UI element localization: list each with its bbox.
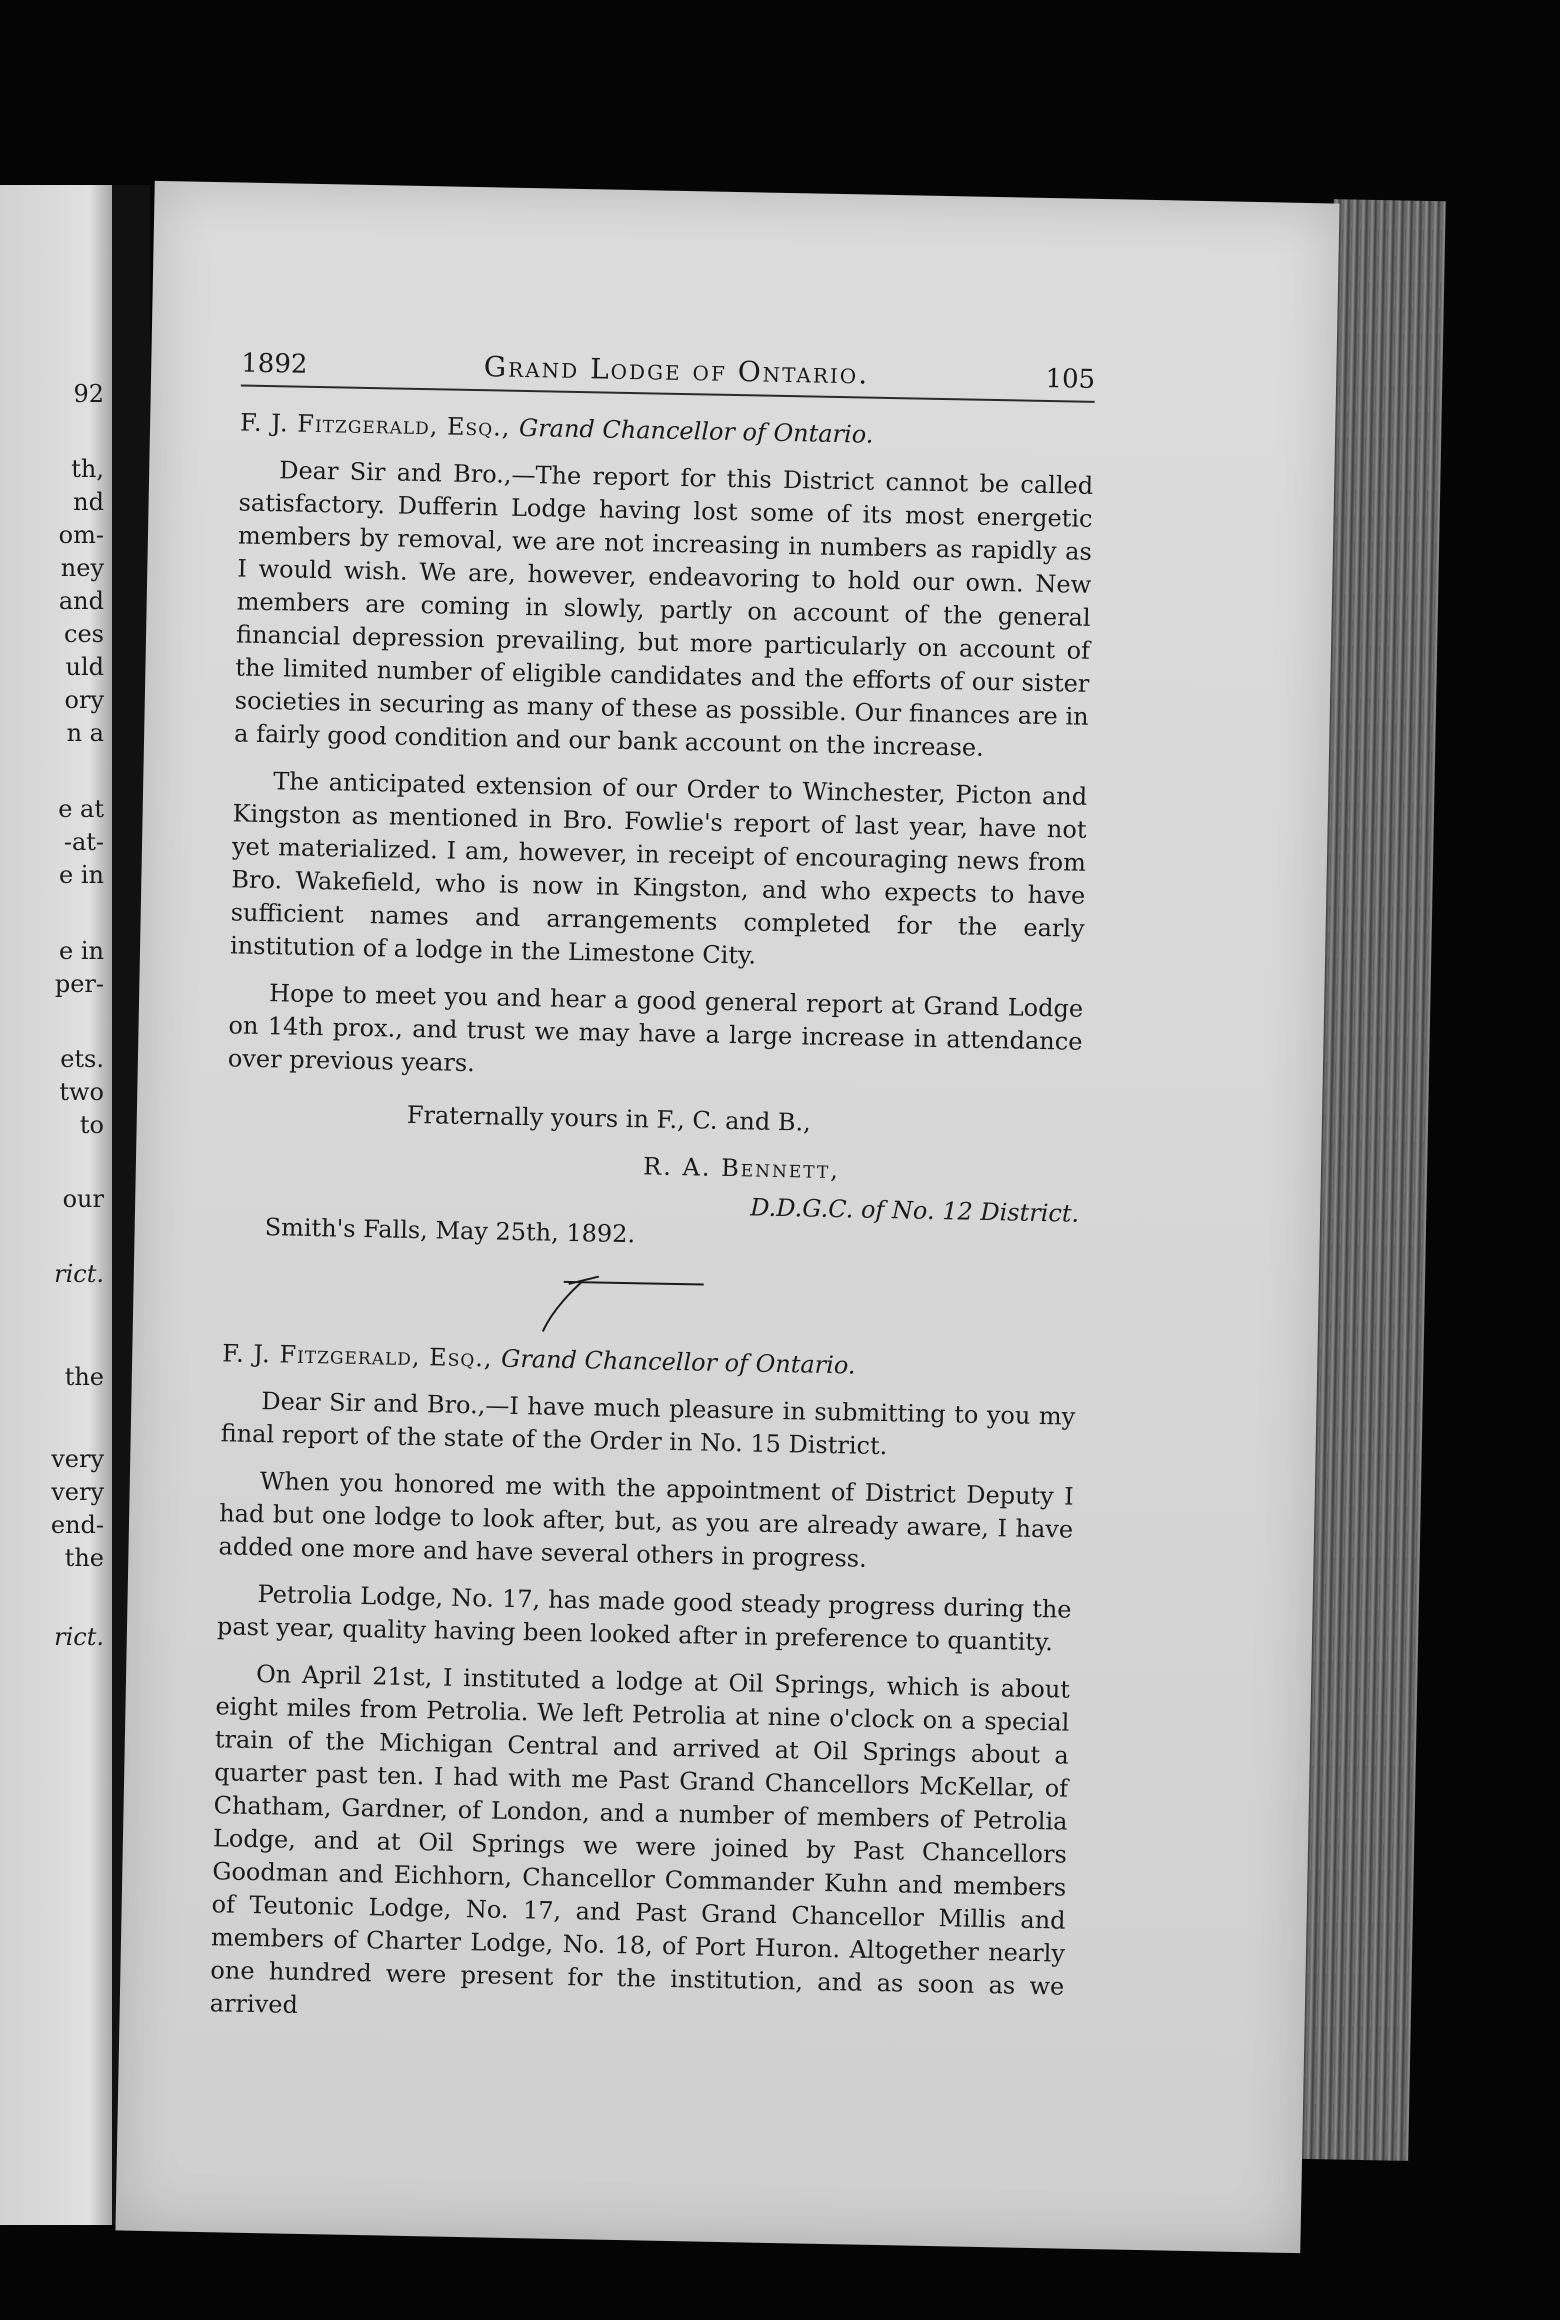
facing-page-text-fragment: the [64, 1363, 104, 1391]
addressee-title: Grand Chancellor of Ontario. [500, 1344, 856, 1380]
book-page [115, 181, 1339, 2253]
signature-title: D.D.G.C. of No. 12 District. [750, 1193, 1080, 1228]
letter-2-paragraph: Petrolia Lodge, No. 17, has made good steady progress during the past year, quality having been looked after in preference to quantity. [216, 1580, 1072, 1657]
letter-1-addressee [240, 407, 1094, 456]
facing-page [0, 185, 112, 2225]
facing-page-text-fragment: ces [64, 620, 104, 648]
facing-page-text-fragment: ory [64, 686, 104, 714]
facing-page-text-fragment: n a [66, 719, 104, 747]
letter-1-paragraph: Hope to meet you and hear a good general report at Grand Lodge on 14th prox., and trust we may have a large increase in attendance over previous years. [227, 979, 1084, 1078]
facing-page-text-fragment: and [58, 587, 104, 615]
running-head [241, 346, 1096, 403]
addressee-name: F. J. Fitzgerald, Esq., [239, 408, 511, 442]
page-number: 105 [1045, 363, 1096, 395]
header-year: 1892 [241, 348, 308, 380]
facing-page-text-fragment: rict. [54, 1260, 104, 1288]
signature-name: R. A. Bennett, [642, 1152, 841, 1185]
facing-page-text-fragment: 92 [73, 380, 104, 408]
letter-1 [224, 407, 1094, 1260]
facing-page-text-fragment: two [59, 1078, 104, 1106]
page-text [209, 346, 1095, 2051]
facing-page-text-fragment: uld [65, 653, 104, 681]
place-date: Smith's Falls, May 25th, 1892. [264, 1213, 636, 1249]
letter-2-paragraph: On April 21st, I instituted a lodge at Oil Springs, which is about eight miles from Petrolia. We left Petrolia at nine o'clock on a special train of the Michigan Central and arrived at Oil Springs about a quarter past ten. I had with me Past Grand Chancellors McKellar, of Chatham, Gardner, of London, and a number of members of Petrolia Lodge, and at Oil Springs we were joined by Past Chancellors Goodman and Eichhorn, Chancellor Commander Kuhn and members of Teutonic Lodge, No. 17, and Past Grand Chancellor Millis and members of Charter Lodge, No. 18, of Port Huron. Altogether nearly one hundred were present for the institution, and as soon as we arrived [209, 1660, 1071, 2019]
letter-1-paragraph: Dear Sir and Bro.,—The report for this District cannot be called satisfactory. Dufferin Lodge having lost some of its most energetic members by removal, we are not increasing in numbers as rapidly as I would wish. We are, however, endeavoring to hold our own. New members are coming in slowly, partly on account of the general financial depression prevailing, but more particularly on account of the limited number of eligible candidates and the efforts of our sister societies in securing as many of these as possible. Our finances are in a fairly good condition and our bank account on the increase. [233, 456, 1094, 762]
letter-2 [209, 1337, 1076, 2036]
facing-page-text-fragment: -at- [63, 828, 104, 856]
facing-page-text-fragment: e in [59, 937, 104, 965]
header-title: Grand Lodge of Ontario. [483, 350, 870, 391]
facing-page-text-fragment: e at [58, 795, 104, 823]
facing-page-text-fragment: very [51, 1445, 104, 1473]
facing-page-text-fragment: per- [54, 970, 104, 998]
facing-page-text-fragment: very [51, 1478, 104, 1506]
pen-flourish [523, 1273, 724, 1337]
letter-2-paragraph: When you honored me with the appointment of District Deputy I had but one lodge to look after, but, as you are already aware, I have added one more and have several others in progress. [218, 1467, 1074, 1573]
letter-1-closing: Fraternally yours in F., C. and B., [406, 1100, 812, 1137]
letter-2-addressee [222, 1337, 1076, 1386]
facing-page-text-fragment: end- [50, 1511, 104, 1539]
addressee-title: Grand Chancellor of Ontario. [518, 413, 874, 449]
facing-page-text-fragment: om- [58, 521, 104, 549]
facing-page-text-fragment: th, [71, 455, 104, 483]
facing-page-text-fragment: our [62, 1185, 104, 1213]
facing-page-text-fragment: the [64, 1544, 104, 1572]
facing-page-text-fragment: rict. [54, 1623, 104, 1651]
facing-page-text-fragment: ets. [60, 1045, 104, 1073]
facing-page-text-fragment: nd [73, 488, 104, 516]
addressee-name: F. J. Fitzgerald, Esq., [222, 1339, 493, 1373]
facing-page-text-fragment: to [79, 1111, 104, 1139]
letter-2-paragraph: Dear Sir and Bro.,—I have much pleasure in submitting to you my final report of the state of the Order in No. 15 District. [220, 1387, 1076, 1461]
letter-1-paragraph: The anticipated extension of our Order to Winchester, Picton and Kingston as mentioned in Bro. Fowlie's report of last year, have not yet materialized. I am, however, in receipt of encouraging news from Bro. Wakefield, who is now in Kingston, and who expects to have sufficient names and arrangements completed for the early institution of a lodge in the Limestone City. [229, 767, 1088, 970]
facing-page-text-fragment: e in [59, 861, 104, 889]
facing-page-text-fragment: ney [60, 554, 104, 582]
